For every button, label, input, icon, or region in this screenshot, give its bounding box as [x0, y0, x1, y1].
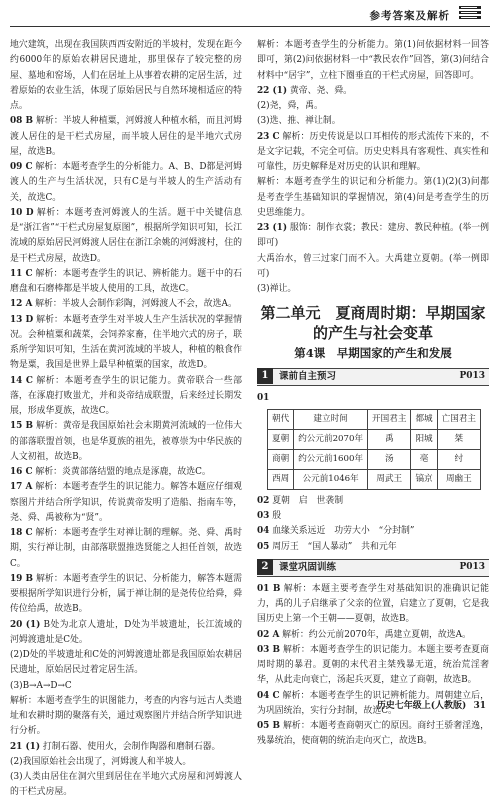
unit-title-line2: 的产生与社会变革	[312, 324, 433, 343]
answer-text: 黄帝、尧、舜。	[289, 85, 352, 96]
answer-number: 02	[257, 495, 270, 506]
answer-item	[257, 643, 489, 689]
answer-item	[10, 160, 242, 206]
answer-text: 解析：本题考查学生的识记能力。黄帝联合一些部落，在涿鹿打败蚩尤，并和炎帝结成联盟，后来经过长期发展，形成华夏族，故选C。	[10, 375, 242, 416]
table-cell: 禹	[368, 429, 411, 449]
table-cell: 商朝	[268, 449, 294, 469]
answer-number: 04	[257, 526, 270, 537]
answer-number: 08 B	[10, 116, 34, 127]
answer-number: 23 (1)	[257, 223, 288, 233]
answer-number: 03 B	[257, 644, 281, 655]
answer-number: 23 C	[257, 131, 280, 142]
table-cell: 约公元前2070年	[294, 429, 368, 449]
answer-text: 地穴建筑，出现在我国陕西西安附近的半坡村，发现在距今约6000年的原始农耕居民遗址，那里保存了较完整的房屋、墓地和窑场，人们在居址上从事着农耕的定居生活，过着原始的农业生活，体现了原始居民与自然环境相适应的特点。	[10, 40, 242, 111]
table-cell: 夏朝	[268, 429, 294, 449]
answer-number: 03	[257, 511, 270, 521]
table-cell: 亳	[411, 449, 437, 469]
answer-number: 04 C	[257, 690, 280, 701]
answer-item	[10, 374, 242, 420]
section-label: 课前自主预习	[279, 370, 337, 382]
answer-item	[257, 221, 489, 252]
answer-number: 05	[257, 541, 270, 552]
left-column	[10, 38, 242, 801]
answer-item	[10, 740, 242, 755]
page-header	[10, 0, 490, 28]
table-cell: 镐京	[411, 469, 437, 489]
header-rule	[10, 26, 490, 27]
answer-text: 解析：本题考查商朝灭亡的原因。商纣王骄奢淫逸，残暴统治，使商朝的统治走向灭亡，故选B。	[257, 721, 489, 747]
answer-text: 解析：本题主要考查学生对基础知识的准确识记能力，禹的儿子启继承了父亲的位置，启建立了夏朝，它是我国历史上第一个王朝——夏朝，故选B。	[257, 583, 489, 625]
answer-item	[10, 526, 242, 572]
answer-item	[257, 540, 489, 555]
lesson-title: 第4课 早期国家的产生和发展	[294, 346, 452, 361]
table-cell: 约公元前1600年	[294, 449, 368, 469]
section-number: 2	[257, 559, 273, 575]
table-cell: 周武王	[368, 469, 411, 489]
answer-item	[10, 770, 242, 801]
answer-text: 解析：本题考查学生的识记能力。解答本题应仔细观察图片并结合所学知识，传说黄帝发明了造船、指南车等，尧、舜、禹被称为“贤”。	[10, 482, 243, 523]
answer-number: 16 C	[10, 467, 33, 477]
right-column	[257, 38, 489, 750]
answer-item	[257, 719, 489, 750]
answer-text: 解析：本题考查学生的识记辨析能力。周朝建立后，为巩固统治，实行分封制，故选C。	[257, 690, 489, 716]
footer-book-title: 历史七年级上(人教版)	[376, 701, 467, 711]
table-row	[268, 429, 481, 449]
section-bar-preview	[257, 368, 489, 386]
answer-number: 18 C	[10, 528, 33, 538]
answer-text: (2)尧，舜，禹。	[257, 101, 323, 111]
answer-item	[10, 480, 242, 526]
answer-item	[10, 297, 242, 312]
answer-text: (3)B→A→D→C	[10, 680, 72, 691]
answer-number: 12 A	[10, 299, 33, 310]
practice-answers	[257, 582, 489, 750]
table-row	[268, 449, 481, 469]
table-header-cell: 亡国君主	[437, 409, 480, 429]
answer-number: 10 D	[10, 207, 34, 218]
answer-text: 解析：本题考查学生的识记、辨析能力。题干中的石磨盘和石磨棒都是半坡人使用的工具，故选C。	[10, 268, 242, 294]
question-number: 01	[257, 392, 270, 403]
answer-text: 殷	[272, 511, 282, 521]
answer-number: 05 B	[257, 721, 281, 731]
section-bar-practice	[257, 559, 489, 577]
section-number: 1	[257, 368, 273, 384]
table-cell: 桀	[437, 429, 480, 449]
answer-text: (3)禅让。	[257, 284, 297, 294]
answer-item	[257, 175, 489, 221]
answer-item	[10, 38, 242, 114]
answer-item	[257, 282, 489, 297]
answer-text: 解析：本题考查学生的识记能力。本题主要考查夏商周时期的暴君。夏朝的末代君主桀残暴无道，统治荒淫奢华，从此走向衰亡，汤起兵灭夏，建立了商朝，故选B。	[257, 644, 489, 686]
answer-text: 夏朝 启 世袭制	[272, 495, 344, 506]
answer-text: 解析：本题考查河姆渡人的生活。题干中关键信息是“浙江省”“干栏式房屋复原图”，根据所学知识可知，长江流域的原始居民河姆渡人居住在浙江余姚的河姆渡村，住的是干栏式房屋，故选D。	[10, 207, 242, 264]
answer-number: 01 B	[257, 583, 281, 594]
table-row	[268, 469, 481, 489]
answer-item	[257, 130, 489, 176]
answer-item	[10, 755, 242, 770]
answer-text: 解析：本题考查学生的分析能力。第(1)问依据材料一回答即可，第(2)问依据材料一中“教民农作”回答，第(3)问结合材料中“居宇”，立柱下圈垂直的干栏式房屋，回答即可。	[257, 40, 489, 81]
answer-number: 15 B	[10, 421, 34, 432]
answer-item	[10, 465, 242, 480]
answer-text: 解析：本题考查学生的识记、分析能力，解答本题需要根据所学知识进行分析，属于禅让制的是尧传位给舜，舜传位给禹，故选B。	[10, 573, 242, 615]
page-number: 31	[473, 701, 486, 711]
table-header-row	[268, 409, 481, 429]
table-header-cell: 朝代	[268, 409, 294, 429]
table-cell: 周幽王	[437, 469, 480, 489]
answer-number: 22 (1)	[257, 85, 288, 96]
answer-text: 解析：半坡人会制作彩陶，河姆渡人不会，故选A。	[35, 299, 237, 310]
answer-text: 解析：本题考查学生的分析能力。A、B、D都是河姆渡人的生产与生活状况，只有C是与半坡人的生产活动有关，故选C。	[10, 162, 242, 203]
answer-item	[257, 252, 489, 283]
header-title: 参考答案及解析	[369, 10, 450, 22]
table-cell: 汤	[368, 449, 411, 469]
answer-text: 周厉王 “国人暴动” 共和元年	[272, 541, 397, 552]
answer-item	[257, 38, 489, 84]
answer-item	[257, 509, 489, 524]
answer-text: 解析：黄帝是我国原始社会末期黄河流域的一位伟大的部落联盟首领，也是华夏族的祖先，被尊崇为中华民族的人文初祖，故选B。	[10, 421, 242, 462]
answer-item	[10, 618, 242, 649]
answer-item	[10, 206, 242, 267]
preview-answers	[257, 494, 489, 555]
answer-text: (2)D处的半坡遗址和C处的河姆渡遗址都是我国原始农耕居民遗址，原始居民过着定居生活。	[10, 650, 242, 676]
answer-number: 11 C	[10, 268, 33, 279]
answer-text: 解析：本题考查学生的识图能力，考查的内容与远古人类遗址和农耕时期的聚落有关，通过观察图片并结合所学知识进行分析。	[10, 695, 242, 737]
answer-text: (3)人类由居住在洞穴里到居住在半地穴式房屋和河姆渡人的干栏式房屋。	[10, 772, 242, 798]
answer-text: B处为北京人遗址，D处为半坡遗址，长江流域的河姆渡遗址是C处。	[10, 619, 243, 645]
answer-text: 解析：本题考查学生对半坡人生产生活状况的掌握情况。会种植粟和蔬菜，会饲养家畜，住半地穴式的房子，联系所学知识可知，生活在黄河流域的半坡人，种植的粮食作物是粟，我国是世界上最早种植粟的国家，故选D。	[10, 314, 242, 371]
page-footer	[377, 698, 486, 711]
answer-item	[257, 582, 489, 628]
section-label: 课堂巩固训练	[279, 561, 337, 573]
table-cell: 西周	[268, 469, 294, 489]
answer-item	[257, 628, 489, 643]
answer-item	[10, 679, 242, 694]
section-page-code: P013	[459, 370, 485, 381]
right-top-answers	[257, 38, 489, 297]
answer-text: 打制石器、使用火，会制作陶器和磨制石器。	[42, 741, 221, 752]
table-cell: 纣	[437, 449, 480, 469]
answer-item	[10, 313, 242, 374]
answer-item	[10, 114, 242, 160]
dynasty-table	[267, 409, 481, 490]
answer-text: 解析：本题考查学生对禅让制的理解。尧、舜、禹时期，实行禅让制，由部落联盟推选贤能之人担任首领，故选C。	[10, 528, 242, 569]
answer-number: 14 C	[10, 375, 33, 386]
table-header-cell: 都城	[411, 409, 437, 429]
answer-item	[10, 694, 242, 740]
answer-text: (2)我国原始社会出现了，河姆渡人和半坡人。	[10, 756, 192, 767]
answer-item	[257, 99, 489, 114]
answer-text: 血缘关系远近 功劳大小 “分封制”	[272, 526, 415, 537]
answer-item	[257, 114, 489, 129]
unit-title-line1: 第二单元 夏商周时期：早期国家	[260, 304, 486, 323]
answer-number: 13 D	[10, 314, 34, 325]
answer-text: 解析：炎黄部落结盟的地点是涿鹿，故选C。	[35, 467, 211, 477]
answer-number: 19 B	[10, 573, 34, 584]
table-cell: 公元前1046年	[294, 469, 368, 489]
answer-text: (3)选、推、禅让制。	[257, 116, 341, 127]
answer-item	[10, 419, 242, 465]
answer-number: 20 (1)	[10, 619, 41, 630]
answer-item	[10, 267, 242, 298]
answer-item	[10, 572, 242, 618]
book-stack-icon	[458, 4, 482, 22]
section-page-code: P013	[459, 561, 485, 572]
answer-item	[257, 524, 489, 539]
answer-number: 21 (1)	[10, 741, 41, 752]
table-cell: 阳城	[411, 429, 437, 449]
answer-item	[257, 84, 489, 99]
answer-text: 解析：半坡人种植粟，河姆渡人种植水稻，而且河姆渡人居住的是干栏式房屋，而半坡人居住的是半地穴式房屋，故选B。	[10, 116, 242, 157]
answer-item	[257, 494, 489, 509]
answer-text: 服饰：制作衣裳；教民：建房、教民种植。(举一例即可)	[257, 223, 490, 249]
table-header-cell: 开国君主	[368, 409, 411, 429]
answer-number: 17 A	[10, 482, 33, 493]
answer-number: 09 C	[10, 162, 33, 172]
answer-text: 解析：历史传说是以口耳相传的形式流传下来的，不是文字记载，不完全可信。历史史料具有客观性、真实性和可靠性，历史解释是对历史的认识和理解。	[257, 131, 489, 172]
answer-text: 大禹治水，曾三过家门而不入。大禹建立夏朝。(举一例即可)	[257, 253, 489, 279]
unit-title	[257, 303, 489, 343]
answer-number: 02 A	[257, 629, 280, 640]
table-header-cell: 建立时间	[294, 409, 368, 429]
answer-text: 解析：约公元前2070年，禹建立夏朝，故选A。	[282, 629, 471, 640]
answer-text: 解析：本题考查学生的识记和分析能力。第(1)(2)(3)问都是考查学生基础知识的掌握情况，第(4)问是考查学生的历史思维能力。	[257, 177, 489, 218]
answer-item	[10, 648, 242, 679]
